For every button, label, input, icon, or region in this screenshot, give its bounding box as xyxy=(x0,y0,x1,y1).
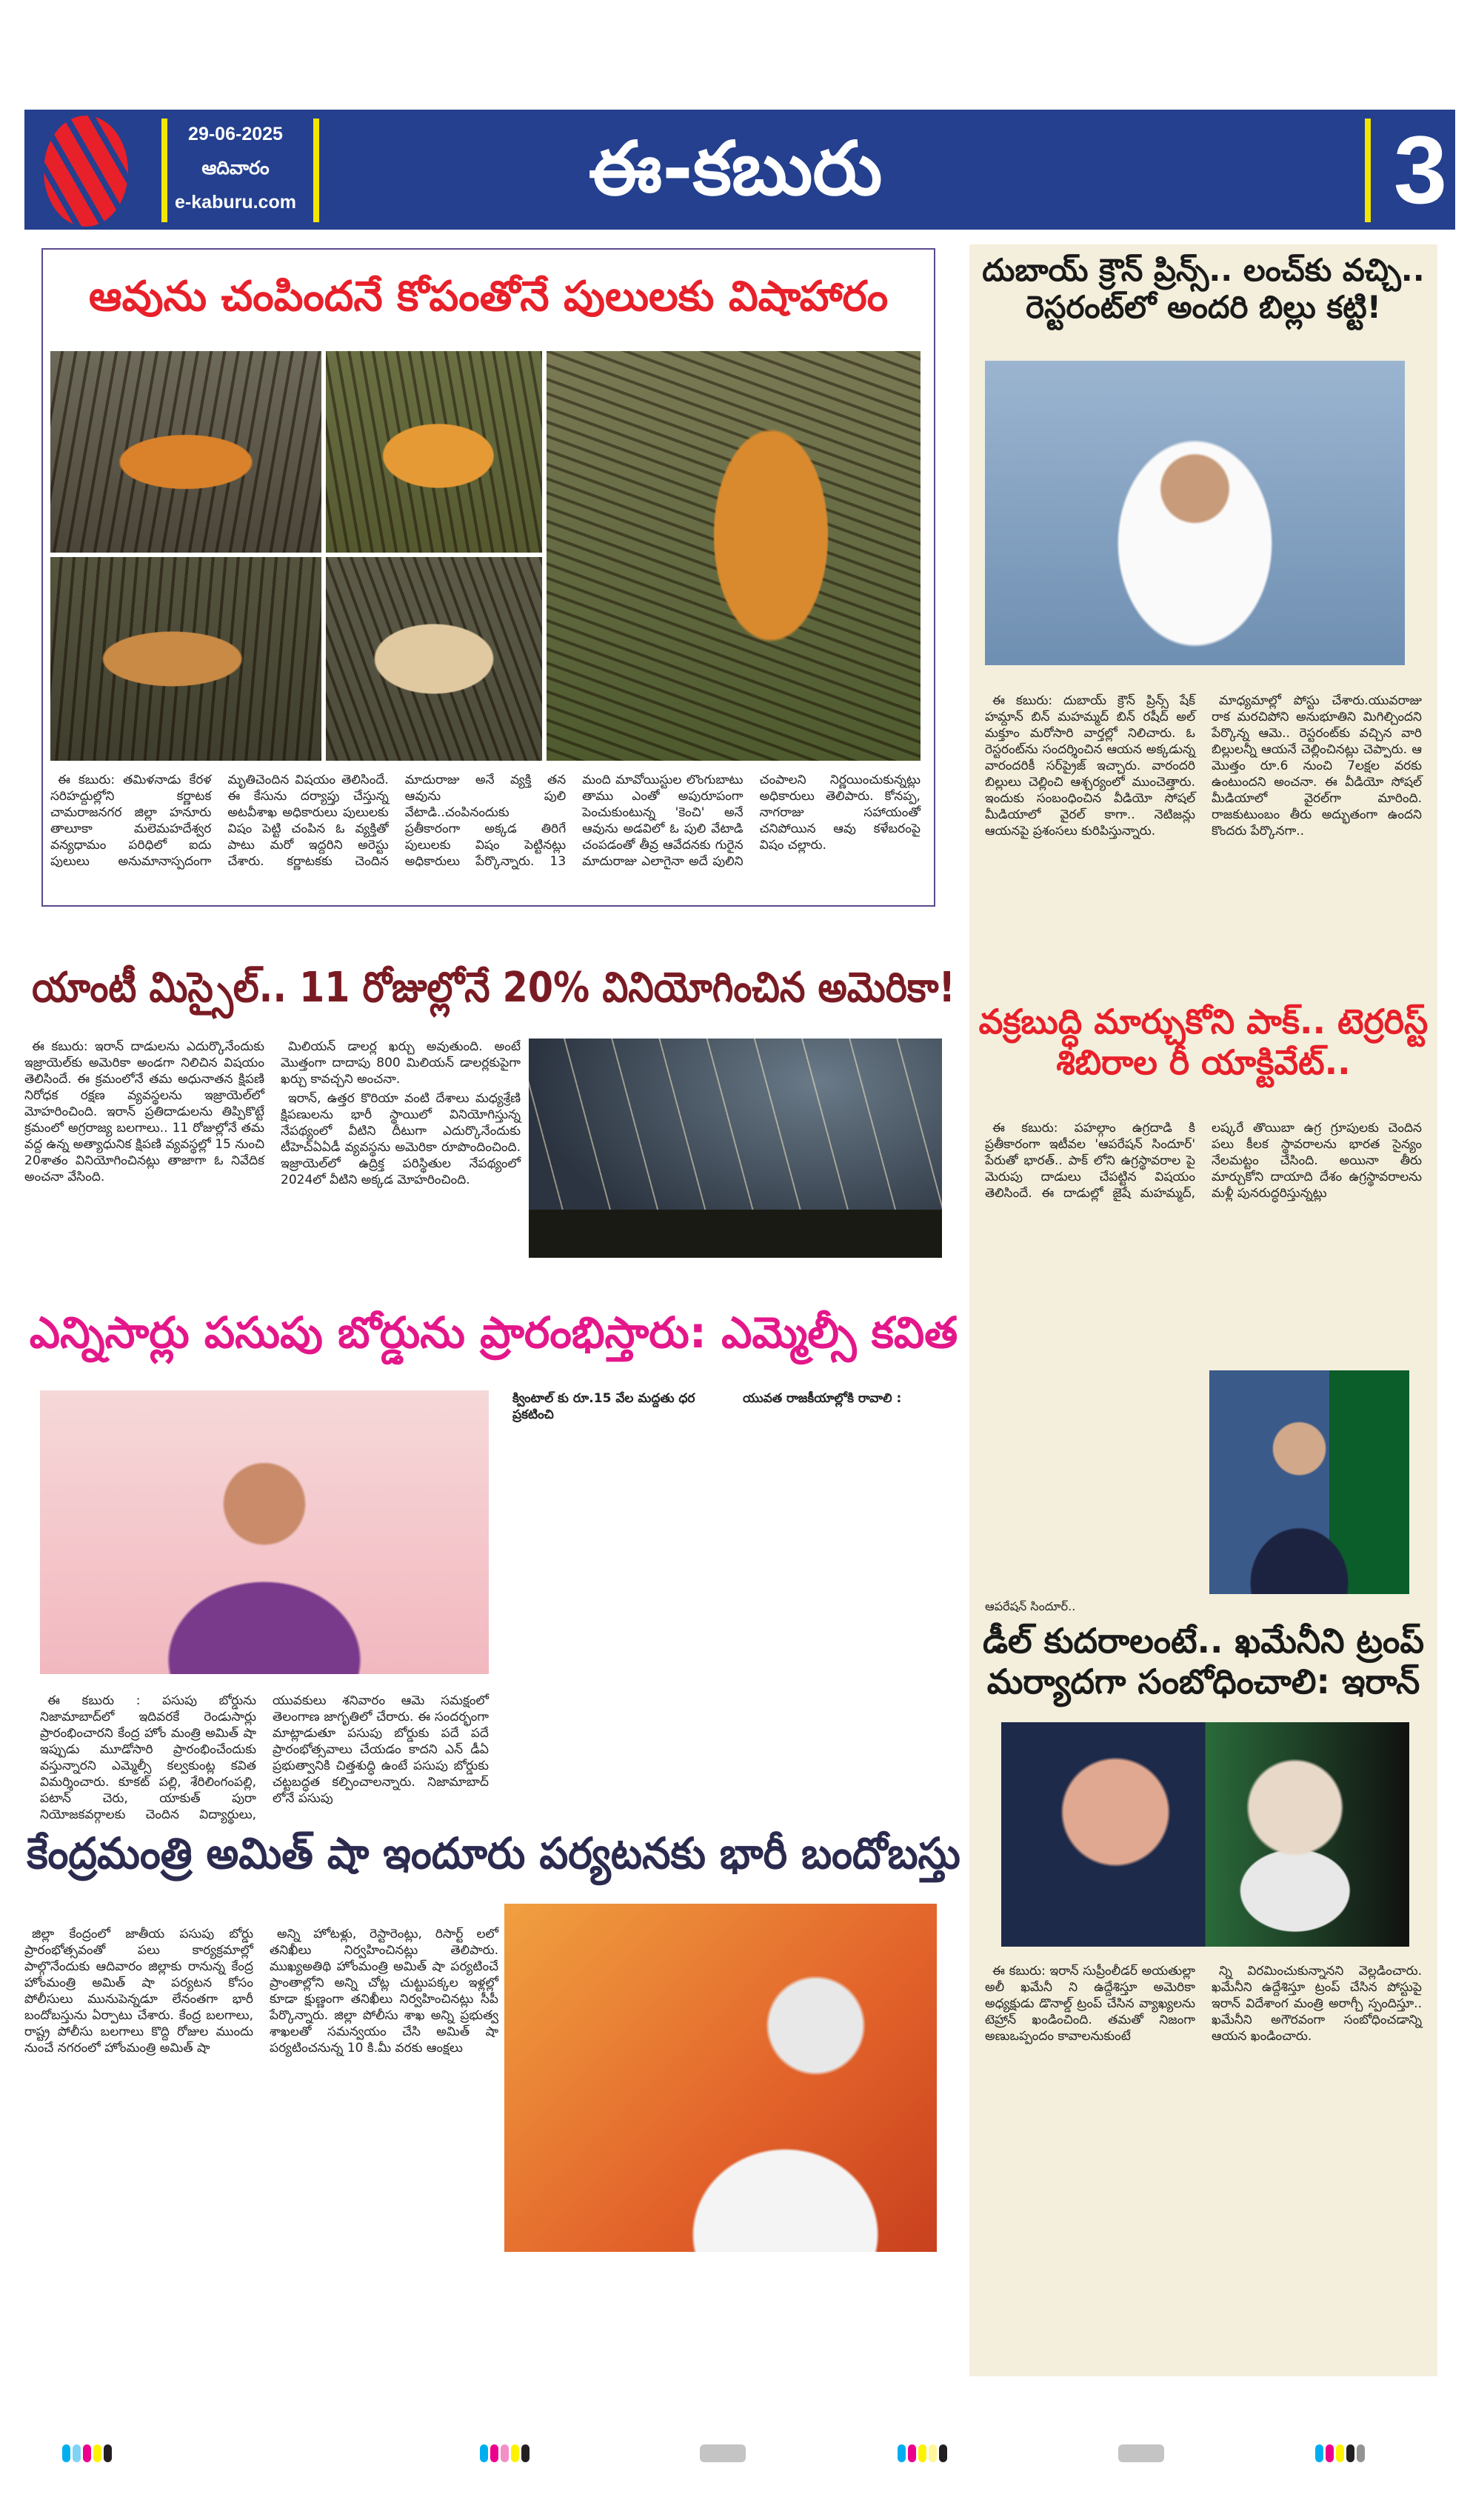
paragraph: జిల్లా కేంద్రంలో జాతీయ పసుపు బోర్డు ప్రారంభోత్సవంతో పలు కార్యక్రమాల్లో పాల్గొనేందుకు ఆదివారం జిల్లాకు రానున్న కేంద్ర హోంమంత్రి అమిత్ షా పర్యటన కోసం పోలీసులు మునుపెన్నడూ లేనంతగా భారీ బందోబస్తును ఏర్పాటు చేశారు. కేంద్ర బలగాలు, రాష్ట్ర పోలీసు బలగాలు కొద్ది రోజుల ముందు నుంచే నగరంలో హోంమంత్రి అమిత్ షా xyxy=(24,1927,253,2056)
color-registration-mark xyxy=(1315,2444,1365,2462)
color-registration-mark xyxy=(898,2444,947,2462)
tiger-photo xyxy=(547,351,921,761)
logo-icon xyxy=(30,116,141,227)
divider xyxy=(161,119,167,222)
paragraph: ఈ కబురు: తమిళనాడు కేరళ సరిహద్దుల్లోని కర్ణాటక చామరాజనగర జిల్లా హనూరు తాలూకా మలెమహదేశ్వర వన్యధామం పరిధిలో ఐదు పులులు అనుమానాస్పదంగా మృతిచెందిన విషయం తెలిసిందే. ఈ కేసును దర్యాప్తు చేస్తున్న అటవీశాఖ అధికారులు పులులకు విషం పెట్టి చంపిన ఓ వ్యక్తితో పాటు మరో ఇద్దరిని అరెస్టు చేశారు. కర్ణాటకకు చెందిన మాదురాజు అనే వ్యక్తి తన ఆవును పులి వేటాడి..చంపినందుకు ప్రతీకారంగా అక్కడ తిరిగే పులులకు విషం పెట్టినట్లు అధికారులు పేర్కొన్నారు. 13 మంది మావోయిస్టుల లొంగుబాటు తాము ఎంతో అపురూపంగా పెంచుకుంటున్న 'కెంచి' అనే ఆవును అడవిలో ఓ పులి వేటాడి చంపడంతో తీవ్ర ఆవేదనకు గురైన మాదురాజు ఎలాగైనా అదే పులిని చంపాలని నిర్ణయించుకున్నట్లు అధికారులు తెలిపారు. కోనప్ప, నాగరాజు సహాయంతో చనిపోయిన ఆవు కళేబరంపై విషం చల్లారు. xyxy=(50,773,921,869)
date-block xyxy=(173,117,298,219)
headline-dubai: దుబాయ్ క్రౌన్ ప్రిన్స్.. లంచ్‌కు వచ్చి.. రెస్టరంట్‌లో అందరి బిల్లు కట్టి! xyxy=(982,252,1425,326)
tiger-photo xyxy=(50,351,321,553)
subhead: యువత రాజకీయాల్లోకి రావాలి : xyxy=(743,1391,902,1406)
article-body-dubai xyxy=(985,693,1422,842)
article-body-pakistan xyxy=(985,1120,1422,1203)
tiger-photo xyxy=(326,351,542,553)
kavitha-photo xyxy=(40,1390,489,1674)
paragraph: న్ని విరమించుకున్నానని వెల్లడించారు. ఖమేనీని ఉద్దేశిస్తూ ట్రంప్ చేసిన పోస్టుపై ఇరాన్ విదేశాంగ మంత్రి అరాగ్చీ స్పందిస్తూ.. ఖమేనీని అగౌరవంగా సంబోధించడాన్ని ఆయన ఖండించారు. xyxy=(1212,1964,1422,2044)
grey-registration-mark xyxy=(700,2444,746,2462)
paragraph: మాధ్యమాల్లో పోస్టు చేశారు.యువరాజు రాక మరచిపోని అనుభూతిని మిగిల్చిందని పేర్కొన్న ఆమె.. రెస్టరంట్‌కు వచ్చిన వారి బిల్లులన్నీ ఆయనే చెల్లించినట్లు చెప్పారు. ఆ మొత్తం రూ.6 నుంచి 7లక్షల వరకు ఉంటుందని అంచనా. ఈ వీడియో సోషల్ మీడియాలో వైరల్‌గా మారింది. రాజకుటుంబం తీరు అద్భుతంగా ఉందని కొందరు పేర్కొనగా.. xyxy=(1212,693,1422,839)
pakistan-pm-photo xyxy=(1209,1370,1409,1594)
issue-date: 29-06-2025 xyxy=(188,124,283,144)
article-body-kavitha xyxy=(40,1693,489,1823)
paragraph: ఈ కబురు: దుబాయ్ క్రౌన్ ప్రిన్స్ షేక్ హమ్దాన్ బిన్ మహమ్మద్ బిన్ రషీద్ అల్ మక్తూం మరోసారి వార్తల్లో నిలిచారు. ఓ రెస్టరంట్‌ను సందర్శించిన ఆయన అక్కడున్న వారందరికీ సర్‌ప్రైజ్ ఇచ్చారు. వారందరి బిల్లులు చెల్లించి ఆశ్చర్యంలో ముంచెత్తారు. ఇందుకు సంబంధించిన వీడియో సోషల్ మీడియాలో వైరల్ కాగా.. నెటిజన్లు ఆయనపై ప్రశంసలు కురిపిస్తున్నారు. xyxy=(985,693,1195,839)
headline-amit-shah: కేంద్రమంత్రి అమిత్ షా ఇందూరు పర్యటనకు భారీ బందోబస్తు xyxy=(27,1828,960,1879)
amit-shah-photo xyxy=(504,1904,937,2252)
paragraph: మిలియన్ డాలర్ల ఖర్చు అవుతుంది. అంటే మొత్తంగా దాదాపు 800 మిలియన్ డాలర్లకుపైగా ఖర్చు కావచ్చని అంచనా. xyxy=(281,1039,521,1087)
paragraph: అన్ని హోటళ్లు, రెస్టారెంట్లు, రిసార్ట్ లలో తనిఖీలు నిర్వహించినట్లు తెలిపారు. ముఖ్యఅతిథి హోంమంత్రి అమిత్ షా పర్యటించే ప్రాంతాల్లోని అన్ని చోట్ల చుట్టుపక్కల ఇళ్లల్లో కూడా క్షుణ్ణంగా తనిఖీలు నిర్వహించినట్లు సీపీ పేర్కొన్నారు. జిల్లా పోలీసు శాఖ అన్ని ప్రభుత్వ శాఖలతో సమన్వయం చేసి అమిత్ షా పర్యటించనున్న 10 కి.మీ వరకు ఆంక్షలు xyxy=(270,1927,498,2056)
paragraph: ఈ కబురు: ఇరాన్ సుప్రీంలీడర్ అయతుల్లా అలీ ఖమేనీ ని ఉద్దేశిస్తూ అమెరికా అధ్యక్షుడు డొనాల్డ్ ట్రంప్ చేసిన వ్యాఖ్యలను టెహ్రాన్ ఖండించింది. తమతో నిజంగా అణుఒప్పందం కావాలనుకుంటే xyxy=(985,1964,1195,2044)
color-registration-mark xyxy=(480,2444,529,2462)
headline-kavitha: ఎన్నిసార్లు పసుపు బోర్డును ప్రారంభిస్తారు: ఎమ్మెల్సీ కవిత xyxy=(29,1307,958,1358)
article-tail: ఆపరేషన్ సిందూర్.. xyxy=(985,1599,1076,1613)
missile-defense-photo xyxy=(529,1039,942,1258)
paragraph: ఈ కబురు: ఇరాన్ దాడులను ఎదుర్కొనేందుకు ఇజ్రాయెల్‌కు అమెరికా అండగా నిలిచిన విషయం తెలిసిందే. ఈ క్రమంలోనే తమ అధునాతన క్షిపణి నిరోధక రక్షణ వ్యవస్థలను ఇజ్రాయెల్‌లో మోహరించింది. ఇరాన్ ప్రతిదాడులను తిప్పికొట్టే క్రమంలో అగ్రరాజ్య బలగాలు.. 11 రోజుల్లోనే తమ వద్ద ఉన్న అత్యాధునిక క్షిపణి వ్యవస్థల్లో 15 నుంచి 20శాతం వినియోగించినట్లు తాజాగా ఓ నివేదిక అంచనా వేసింది. xyxy=(24,1039,264,1184)
page-number: 3 xyxy=(1393,116,1448,224)
crown-prince-photo xyxy=(985,361,1405,665)
tiger-photo xyxy=(50,557,321,761)
article-body-missile xyxy=(24,1039,521,1190)
paragraph: ఈ కబురు : పసుపు బోర్డును నిజామాబాద్‌లో ఇదివరకే రెండుసార్లు ప్రారంభించారని కేంద్ర హోం మంత్రి అమిత్ షా ఇప్పుడు మూడోసారి ప్రారంభించేందుకు వస్తున్నారని ఎమ్మెల్సీ కల్వకుంట్ల కవిత విమర్శించారు. కూకట్ పల్లి, శేరిలింగంపల్లి, పటాన్ చెరు, యాకుత్ పురా నియోజకవర్గాలకు చెందిన విద్యార్థులు, యువకులు శనివారం ఆమె సమక్షంలో తెలంగాణ జాగృతిలో చేరారు. ఈ సందర్భంగా మాట్లాడుతూ పసుపు బోర్డుకు పదే పదే ప్రారంభోత్సవాలు చేయడం కాదని ఎన్ డీఏ ప్రభుత్వానికి చిత్తశుద్ధి ఉంటే పసుపు బోర్డుకు చట్టబద్ధత కల్పించాలన్నారు. నిజామాబాద్ లోనే పసుపు xyxy=(40,1693,489,1822)
issue-day: ఆదివారం xyxy=(201,158,270,179)
color-registration-mark xyxy=(62,2444,112,2462)
paragraph: ఇరాన్, ఉత్తర కొరియా వంటి దేశాలు మధ్యశ్రేణి క్షిపణులను భారీ స్థాయిలో వినియోగిస్తున్న నేపథ్యంలో వీటిని దీటుగా ఎదుర్కొనేందుకు టీహెచ్ఏఏడీ వ్యవస్థను అమెరికా రూపొందించింది. ఇజ్రాయెల్‌లో ఉద్రిక్త పరిస్థితుల నేపథ్యంలో 2024లో వీటిని అక్కడ మోహరించింది. xyxy=(281,1091,521,1187)
paragraph: ఈ కబురు: పహల్గాం ఉగ్రదాడి కి ప్రతీకారంగా ఇటీవల 'ఆపరేషన్ సిందూర్' పేరుతో భారత్.. పాక్ లోని ఉగ్రస్థావరాల పై మెరుపు దాడులు చేపట్టిన విషయం తెలిసిందే. ఈ దాడుల్లో జైషే మహమ్మద్, లష్కరే తొయిబా ఉగ్ర గ్రూపులకు చెందిన పలు కీలక స్థావరాలను భారత సైన్యం నేలమట్టం చేసింది. అయినా తీరు మార్చుకోని దాయాది దేశం ఉగ్రస్థావరాలను మళ్లీ పునరుద్ధరిస్తున్నట్లు xyxy=(985,1121,1422,1201)
article-body-amit-shah xyxy=(24,1926,498,2059)
divider xyxy=(1365,119,1371,222)
headline-missile: యాంటీ మిస్సైల్.. 11 రోజుల్లోనే 20% వినియోగించిన అమెరికా! xyxy=(32,964,955,1012)
headline-iran: డీల్ కుదరాలంటే.. ఖమేనీని ట్రంప్ మర్యాదగా సంబోధించాలి: ఇరాన్ xyxy=(982,1621,1425,1702)
headline: ఆవును చంపిందనే కోపంతోనే పులులకు విషాహారం xyxy=(88,273,889,321)
grey-registration-mark xyxy=(1118,2444,1164,2462)
headline-pakistan: వక్రబుద్ధి మార్చుకోని పాక్.. టెర్రరిస్ట్ శిబిరాల రీ యాక్టివేట్.. xyxy=(978,1001,1429,1083)
trump-khamenei-photo xyxy=(1001,1722,1409,1947)
masthead xyxy=(24,110,1455,230)
divider xyxy=(313,119,319,222)
article-tigers xyxy=(41,248,935,907)
subhead: క్వింటాల్ కు రూ.15 వేల మద్దతు ధర ప్రకటించి xyxy=(512,1391,695,1422)
article-body-iran xyxy=(985,1963,1422,2047)
tiger-photo xyxy=(326,557,542,761)
subheads xyxy=(512,1390,957,1423)
article-body xyxy=(50,772,921,870)
website-link[interactable]: e-kaburu.com xyxy=(175,192,296,213)
newspaper-name: ఈ-కబురు xyxy=(588,125,883,212)
